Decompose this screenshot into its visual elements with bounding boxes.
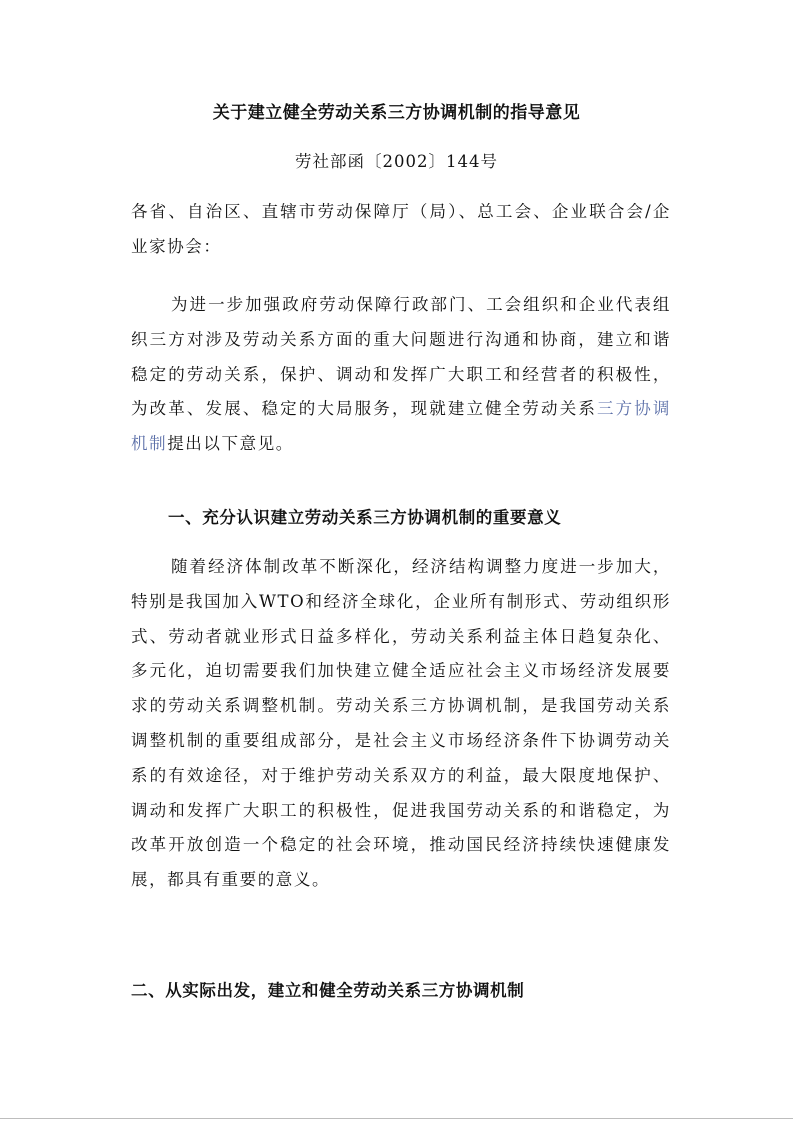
document-number: 劳社部函〔2002〕144号 — [295, 152, 498, 171]
paragraph-intro-text: 为进一步加强政府劳动保障行政部门、工会组织和企业代表组织三方对涉及劳动关系方面的重大问题进行沟通和协商，建立和谐稳定的劳动关系，保护、调动和发挥广大职工和经营者的积极性，为改革、发展、稳定的大局服务，现就建立健全劳动关系 — [131, 295, 671, 419]
document-title: 关于建立健全劳动关系三方协调机制的指导意见 — [212, 103, 581, 123]
paragraph-intro-end: 提出以下意见。 — [167, 434, 294, 454]
section-heading-2: 二、从实际出发，建立和健全劳动关系三方协调机制 — [131, 981, 525, 1000]
page-bottom-divider — [0, 1118, 793, 1119]
section-heading-1: 一、充分认识建立劳动关系三方协调机制的重要意义 — [168, 508, 562, 527]
paragraph-significance: 随着经济体制改革不断深化，经济结构调整力度进一步加大，特别是我国加入WTO和经济全球化，企业所有制形式、劳动组织形式、劳动者就业形式日益多样化，劳动关系利益主体日趋复杂化、多元化，迫切需要我们加快建立健全适应社会主义市场经济发展要求的劳动关系调整机制。劳动关系三方协调机制，是我国劳动关系调整机制的重要组成部分，是社会主义市场经济条件下协调劳动关系的有效途径，对于维护劳动关系双方的利益，最大限度地保护、调动和发挥广大职工的积极性，促进我国劳动关系的和谐稳定，为改革开放创造一个稳定的社会环境，推动国民经济持续快速健康发展，都具有重要的意义。 — [131, 557, 671, 890]
mechanism-link[interactable]: 三方协调机制 — [131, 399, 672, 454]
addressee: 各省、自治区、直辖市劳动保障厅（局）、总工会、企业联合会/企业家协会： — [131, 202, 671, 256]
paragraph-intro — [131, 288, 671, 462]
